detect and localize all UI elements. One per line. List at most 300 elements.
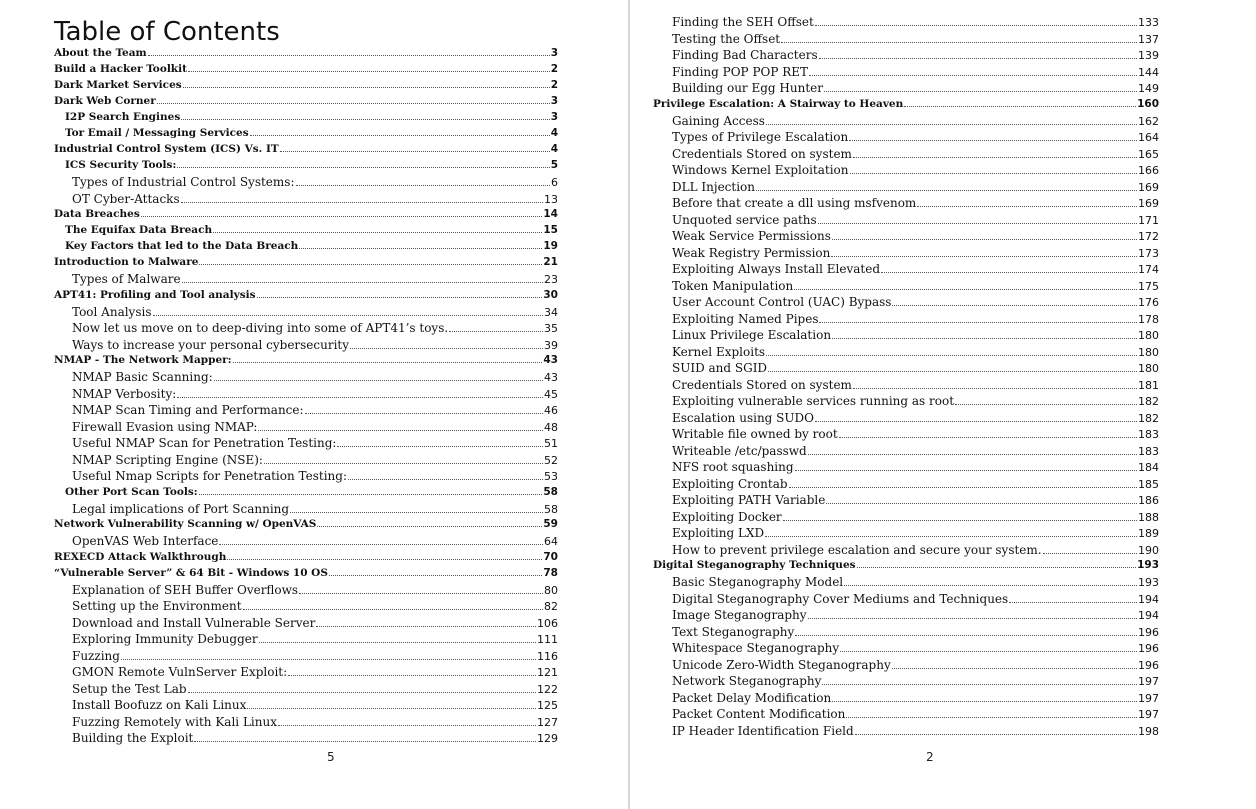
toc-entry-title: REXECD Attack Walkthrough — [54, 550, 227, 563]
toc-entry[interactable] — [630, 559, 1256, 575]
toc-entry-title: Introduction to Malware — [54, 256, 199, 268]
toc-entry-title: Firewall Evasion using NMAP: — [72, 419, 258, 434]
toc-entry[interactable] — [0, 420, 628, 437]
dot-leader — [290, 503, 543, 513]
toc-entry-title: Network Vulnerability Scanning w/ OpenVAS — [54, 518, 317, 530]
dot-leader — [177, 388, 543, 398]
toc-entry[interactable] — [0, 599, 628, 616]
toc-entry-page: 45 — [544, 387, 558, 401]
toc-entry-page: 2 — [550, 63, 558, 75]
dot-leader — [329, 567, 542, 576]
toc-entry-page: 180 — [1138, 329, 1159, 342]
toc-entry[interactable] — [630, 411, 1256, 428]
dot-leader — [1009, 593, 1137, 603]
dot-leader — [794, 280, 1137, 290]
dot-leader — [449, 322, 543, 332]
toc-entry-page: 196 — [1138, 658, 1159, 672]
toc-entry-title: Kernel Exploits — [672, 344, 766, 359]
dot-leader — [850, 164, 1137, 174]
toc-entry[interactable] — [0, 47, 628, 63]
toc-entry[interactable] — [630, 32, 1256, 49]
toc-entry-title: Explanation of SEH Buffer Overflows — [72, 582, 299, 597]
toc-entry[interactable] — [630, 15, 1256, 32]
toc-entry[interactable] — [0, 682, 628, 699]
toc-entry[interactable] — [630, 658, 1256, 675]
toc-entry[interactable] — [0, 321, 628, 338]
toc-entry[interactable] — [0, 272, 628, 289]
toc-entry[interactable] — [630, 460, 1256, 477]
toc-entry[interactable] — [630, 229, 1256, 246]
toc-entry-page: 193 — [1138, 576, 1159, 589]
toc-entry[interactable] — [0, 240, 628, 256]
toc-entry[interactable] — [630, 180, 1256, 197]
toc-entry-page: 185 — [1138, 477, 1159, 491]
dot-leader — [766, 346, 1137, 356]
toc-entry-title: Setup the Test Lab — [72, 681, 187, 696]
toc-entry-title: Writable file owned by root — [672, 427, 838, 441]
toc-entry[interactable] — [0, 698, 628, 715]
toc-entry[interactable] — [0, 127, 628, 143]
toc-entry[interactable] — [630, 575, 1256, 592]
toc-entry[interactable] — [630, 378, 1256, 395]
toc-entry-title: Fuzzing — [72, 648, 120, 663]
dot-leader — [822, 675, 1137, 685]
toc-entry-title: Building the Exploit — [72, 731, 194, 745]
toc-entry[interactable] — [0, 159, 628, 175]
dot-leader — [904, 98, 1136, 107]
toc-entry-title: APT41: Profiling and Tool analysis — [54, 288, 256, 301]
toc-entry[interactable] — [0, 567, 628, 583]
toc-entry[interactable] — [0, 370, 628, 387]
toc-entry-title: OpenVAS Web Interface — [72, 534, 219, 548]
toc-entry-page: 43 — [543, 354, 558, 366]
toc-entry-page: 58 — [544, 502, 558, 516]
toc-entry-page: 3 — [550, 111, 558, 123]
toc-entry[interactable] — [630, 262, 1256, 279]
toc-entry[interactable] — [630, 213, 1256, 230]
toc-entry[interactable] — [0, 224, 628, 240]
toc-entry-page: 189 — [1138, 527, 1159, 540]
toc-entry-title: Weak Service Permissions — [672, 229, 831, 243]
toc-entry[interactable] — [0, 256, 628, 272]
toc-entry-page: 30 — [543, 288, 558, 301]
toc-entry[interactable] — [0, 403, 628, 420]
toc-entry[interactable] — [630, 295, 1256, 312]
toc-entry-title: NMAP Verbosity: — [72, 386, 177, 401]
dot-leader — [892, 659, 1137, 669]
toc-entry-title: Unicode Zero-Width Steganography — [672, 657, 891, 672]
toc-entry-page: 169 — [1138, 180, 1159, 194]
toc-entry[interactable] — [0, 387, 628, 404]
toc-entry[interactable] — [630, 493, 1256, 510]
toc-entry-page: 13 — [544, 192, 558, 206]
toc-entry-page: 166 — [1138, 164, 1159, 177]
toc-entry-title: Finding Bad Characters — [672, 48, 818, 62]
toc-entry[interactable] — [630, 196, 1256, 213]
toc-entry-page: 173 — [1138, 246, 1159, 260]
toc-entry[interactable] — [630, 641, 1256, 658]
dot-leader — [181, 193, 543, 203]
toc-entry-page: 164 — [1138, 131, 1159, 144]
toc-entry-title: GMON Remote VulnServer Exploit: — [72, 665, 288, 679]
toc-entry-title: Exploiting PATH Variable — [672, 493, 826, 507]
dot-leader — [188, 63, 550, 72]
toc-entry-title: Building our Egg Hunter — [672, 81, 823, 95]
dot-leader — [259, 633, 536, 643]
toc-entry-page: 51 — [544, 437, 558, 450]
toc-entry[interactable] — [0, 354, 628, 370]
dot-leader — [177, 159, 549, 168]
dot-leader — [815, 16, 1137, 26]
dot-leader — [768, 362, 1137, 372]
toc-entry-title: Escalation using SUDO — [672, 410, 814, 425]
toc-entry-page: 162 — [1138, 114, 1159, 128]
toc-entry-title: How to prevent privilege escalation and secure your system. — [672, 542, 1042, 557]
toc-entry-page: 174 — [1138, 263, 1159, 276]
toc-entry-title: Credentials Stored on system — [672, 146, 852, 161]
dot-leader — [808, 445, 1137, 455]
dot-leader — [350, 339, 543, 349]
toc-entry-title: Fuzzing Remotely with Kali Linux — [72, 714, 277, 729]
toc-entry-page: 127 — [537, 715, 558, 729]
toc-title: Table of Contents — [54, 17, 280, 47]
toc-entry-title: Exploiting Crontab — [672, 476, 788, 491]
toc-entry-page: 122 — [537, 682, 558, 696]
toc-entry-page: 53 — [544, 470, 558, 483]
toc-entry-page: 182 — [1138, 395, 1159, 408]
dot-leader — [955, 395, 1137, 405]
toc-entry[interactable] — [0, 192, 628, 209]
toc-entry[interactable] — [630, 608, 1256, 625]
toc-entry-page: 196 — [1138, 625, 1159, 639]
toc-entry[interactable] — [0, 338, 628, 355]
toc-entry[interactable] — [0, 208, 628, 224]
toc-entry-title: Tool Analysis — [72, 304, 152, 319]
dot-leader — [783, 511, 1137, 521]
dot-leader — [153, 306, 544, 316]
toc-entry-page: 34 — [544, 305, 558, 319]
dot-leader — [765, 527, 1137, 537]
toc-entry[interactable] — [0, 175, 628, 192]
toc-entry[interactable] — [630, 674, 1256, 691]
page-number: 5 — [327, 750, 335, 764]
toc-entry-page: 178 — [1138, 312, 1159, 326]
toc-entry-page: 190 — [1138, 543, 1159, 557]
dot-leader — [809, 66, 1137, 76]
dot-leader — [818, 214, 1137, 224]
toc-entry-page: 169 — [1138, 197, 1159, 210]
toc-entry-page: 182 — [1138, 411, 1159, 425]
toc-entry-page: 80 — [544, 583, 558, 597]
toc-entry[interactable] — [0, 486, 628, 502]
toc-entry-title: Exploiting LXD — [672, 526, 765, 540]
toc-entry-title: Tor Email / Messaging Services — [65, 127, 249, 139]
toc-entry[interactable] — [0, 63, 628, 79]
toc-entry-page: 197 — [1138, 675, 1159, 688]
toc-entry[interactable] — [630, 707, 1256, 724]
toc-entry[interactable] — [0, 436, 628, 453]
toc-entry[interactable] — [0, 518, 628, 534]
toc-entry[interactable] — [630, 114, 1256, 131]
dot-leader — [832, 230, 1137, 240]
toc-entry-title: Now let us move on to deep-diving into some of APT41’s toys. — [72, 321, 449, 335]
dot-leader — [157, 95, 550, 104]
dot-leader — [1043, 544, 1137, 554]
toc-entry-title: NMAP Basic Scanning: — [72, 370, 213, 384]
dot-leader — [789, 478, 1137, 488]
toc-entry-title: Privilege Escalation: A Stairway to Heaven — [653, 97, 904, 110]
toc-entry-page: 183 — [1138, 444, 1159, 458]
dot-leader — [227, 551, 542, 560]
dot-leader — [194, 732, 536, 742]
toc-entry-page: 111 — [537, 633, 558, 646]
dot-leader — [766, 115, 1137, 125]
toc-entry[interactable] — [630, 543, 1256, 560]
toc-entry-title: Other Port Scan Tools: — [65, 485, 198, 498]
dot-leader — [317, 518, 542, 527]
toc-entry-title: NMAP Scan Timing and Performance: — [72, 403, 304, 417]
dot-leader — [316, 617, 536, 627]
toc-entry[interactable] — [630, 477, 1256, 494]
toc-entry-page: 197 — [1138, 691, 1159, 705]
dot-leader — [781, 33, 1137, 43]
toc-entry[interactable] — [630, 724, 1256, 741]
toc-entry-title: Testing the Offset — [672, 31, 781, 46]
toc-entry-title: Types of Privilege Escalation — [672, 130, 849, 144]
toc-entry-title: Exploiting vulnerable services running as root — [672, 394, 955, 408]
toc-entry-title: Packet Content Modification — [672, 707, 846, 721]
toc-entry[interactable] — [630, 427, 1256, 444]
toc-entry[interactable] — [630, 48, 1256, 65]
toc-entry[interactable] — [0, 551, 628, 567]
dot-leader — [199, 256, 542, 265]
dot-leader — [756, 181, 1137, 191]
toc-entry-title: Exploiting Docker — [672, 509, 782, 524]
toc-entry[interactable] — [0, 665, 628, 682]
toc-entry[interactable] — [630, 147, 1256, 164]
toc-entry-page: 59 — [543, 518, 558, 530]
toc-entry[interactable] — [0, 111, 628, 127]
toc-entry-page: 70 — [543, 550, 558, 563]
toc-entry-title: Unquoted service paths — [672, 212, 817, 227]
toc-entry-title: Exploring Immunity Debugger — [72, 632, 258, 646]
dot-leader — [264, 454, 543, 464]
toc-entry-title: Types of Industrial Control Systems: — [72, 175, 295, 189]
toc-entry-title: Useful Nmap Scripts for Penetration Testing: — [72, 469, 347, 483]
toc-entry-title: OT Cyber-Attacks — [72, 191, 180, 206]
toc-entry-page: 52 — [544, 453, 558, 467]
toc-entry[interactable] — [630, 691, 1256, 708]
toc-entry-title: DLL Injection — [672, 179, 755, 194]
toc-entry-title: Install Boofuzz on Kali Linux — [72, 698, 247, 712]
toc-entry-title: About the Team — [54, 47, 147, 59]
toc-entry-title: Types of Malware — [72, 272, 181, 286]
page-number: 2 — [926, 750, 934, 764]
toc-entry[interactable] — [0, 289, 628, 305]
dot-leader — [853, 148, 1137, 158]
dot-leader — [199, 486, 543, 495]
dot-leader — [840, 642, 1137, 652]
toc-entry-page: 39 — [544, 338, 558, 352]
toc-entry-title: Writeable /etc/passwd — [672, 443, 807, 458]
toc-entry[interactable] — [630, 394, 1256, 411]
toc-entry[interactable] — [0, 649, 628, 666]
dot-leader — [819, 313, 1137, 323]
dot-leader — [839, 428, 1137, 438]
toc-entry-page: 5 — [550, 159, 558, 171]
toc-entry-page: 58 — [543, 485, 558, 498]
toc-entry[interactable] — [0, 502, 628, 519]
toc-entry-title: Windows Kernel Exploitation — [672, 163, 849, 177]
dot-leader — [258, 421, 543, 431]
toc-entry-page: 78 — [543, 566, 558, 579]
dot-leader — [213, 224, 542, 233]
toc-entry-page: 188 — [1138, 510, 1159, 524]
toc-entry-title: NFS root squashing — [672, 460, 794, 474]
toc-entry[interactable] — [0, 143, 628, 159]
toc-entry-page: 175 — [1138, 279, 1159, 293]
dot-leader — [881, 263, 1137, 273]
toc-entry[interactable] — [0, 453, 628, 470]
toc-entry-title: Network Steganography — [672, 674, 822, 688]
toc-entry[interactable] — [630, 625, 1256, 642]
toc-entry-page: 172 — [1138, 230, 1159, 243]
toc-entry[interactable] — [630, 328, 1256, 345]
toc-entry[interactable] — [630, 246, 1256, 263]
toc-entry-page: 82 — [544, 600, 558, 613]
toc-entry-title: Text Steganography — [672, 624, 795, 639]
toc-entry-page: 180 — [1138, 345, 1159, 359]
dot-leader — [219, 535, 543, 545]
dot-leader — [892, 296, 1137, 306]
dot-leader — [795, 626, 1137, 636]
toc-entry[interactable] — [0, 79, 628, 95]
toc-entry[interactable] — [630, 81, 1256, 98]
toc-entry[interactable] — [630, 526, 1256, 543]
dot-leader — [250, 127, 550, 136]
toc-entry[interactable] — [0, 534, 628, 551]
toc-entry[interactable] — [630, 163, 1256, 180]
toc-entry[interactable] — [630, 98, 1256, 114]
dot-leader — [917, 197, 1137, 207]
dot-leader — [846, 708, 1137, 718]
toc-entry[interactable] — [630, 279, 1256, 296]
toc-entry-page: 184 — [1138, 461, 1159, 474]
toc-entry[interactable] — [630, 510, 1256, 527]
toc-entry-title: Key Factors that led to the Data Breach — [65, 240, 299, 252]
toc-entry[interactable] — [0, 305, 628, 322]
dot-leader — [832, 692, 1137, 702]
toc-entry-page: 21 — [543, 256, 558, 268]
toc-entry-page: 183 — [1138, 428, 1159, 441]
toc-entry-page: 4 — [550, 143, 558, 155]
toc-entry-title: Dark Web Corner — [54, 95, 156, 107]
dot-leader — [296, 176, 551, 186]
toc-entry-page: 6 — [551, 176, 558, 189]
toc-entry-title: Ways to increase your personal cybersecurity — [72, 337, 350, 352]
toc-entry-title: Industrial Control System (ICS) Vs. IT — [54, 143, 279, 155]
toc-entry-title: IP Header Identification Field — [672, 723, 854, 738]
toc-entry-page: 197 — [1138, 708, 1159, 721]
toc-list-left — [0, 47, 628, 748]
toc-entry[interactable] — [0, 469, 628, 486]
toc-entry-title: Exploiting Always Install Elevated — [672, 262, 881, 276]
toc-entry-page: 194 — [1138, 609, 1159, 622]
toc-entry-title: Token Manipulation — [672, 278, 794, 293]
dot-leader — [305, 404, 543, 414]
dot-leader — [337, 437, 543, 447]
toc-entry-title: Finding POP POP RET — [672, 64, 809, 79]
toc-entry-page: 171 — [1138, 213, 1159, 227]
toc-entry-title: NMAP Scripting Engine (NSE): — [72, 452, 263, 467]
toc-entry-page: 165 — [1138, 147, 1159, 161]
dot-leader — [148, 47, 550, 56]
dot-leader — [832, 329, 1137, 339]
dot-leader — [299, 240, 542, 249]
toc-entry-page: 196 — [1138, 642, 1159, 655]
toc-entry[interactable] — [630, 345, 1256, 362]
toc-entry-title: Download and Install Vulnerable Server — [72, 615, 316, 630]
dot-leader — [815, 412, 1137, 422]
toc-entry-title: The Equifax Data Breach — [65, 224, 213, 236]
toc-entry-page: 46 — [544, 404, 558, 417]
toc-entry[interactable] — [0, 95, 628, 111]
toc-entry[interactable] — [0, 583, 628, 600]
toc-entry-title: User Account Control (UAC) Bypass — [672, 295, 892, 309]
toc-entry-page: 3 — [550, 47, 558, 59]
toc-entry[interactable] — [630, 444, 1256, 461]
toc-entry-title: Data Breaches — [54, 208, 140, 220]
dot-leader — [247, 699, 536, 709]
toc-entry[interactable] — [0, 616, 628, 633]
toc-entry-page: 176 — [1138, 296, 1159, 309]
dot-leader — [188, 683, 536, 693]
dot-leader — [826, 494, 1137, 504]
toc-entry[interactable] — [630, 312, 1256, 329]
toc-entry[interactable] — [630, 361, 1256, 378]
toc-entry-title: ICS Security Tools: — [65, 159, 177, 171]
dot-leader — [849, 131, 1137, 141]
toc-entry-page: 193 — [1137, 559, 1159, 571]
toc-entry[interactable] — [0, 731, 628, 748]
toc-entry-title: Credentials Stored on system — [672, 377, 852, 392]
dot-leader — [857, 559, 1137, 568]
dot-leader — [831, 247, 1137, 257]
toc-entry-page: 180 — [1138, 362, 1159, 375]
toc-entry[interactable] — [0, 715, 628, 732]
toc-entry[interactable] — [630, 65, 1256, 82]
dot-leader — [257, 289, 543, 298]
toc-entry-title: SUID and SGID — [672, 361, 768, 375]
toc-entry-title: Whitespace Steganography — [672, 641, 840, 655]
dot-leader — [214, 371, 543, 381]
dot-leader — [183, 79, 550, 88]
toc-entry-page: 64 — [544, 535, 558, 548]
dot-leader — [824, 82, 1137, 92]
toc-entry[interactable] — [630, 592, 1256, 609]
toc-entry-page: 181 — [1138, 378, 1159, 392]
toc-entry-page: 125 — [537, 699, 558, 712]
toc-entry-title: Exploiting Named Pipes — [672, 311, 819, 326]
dot-leader — [278, 716, 536, 726]
toc-entry[interactable] — [630, 130, 1256, 147]
toc-entry-title: Finding the SEH Offset — [672, 15, 814, 29]
toc-entry-title: Weak Registry Permission — [672, 245, 831, 260]
toc-entry[interactable] — [0, 632, 628, 649]
dot-leader — [181, 111, 549, 120]
dot-leader — [853, 379, 1137, 389]
toc-entry-title: “Vulnerable Server” & 64 Bit - Windows 10 OS — [54, 566, 328, 579]
